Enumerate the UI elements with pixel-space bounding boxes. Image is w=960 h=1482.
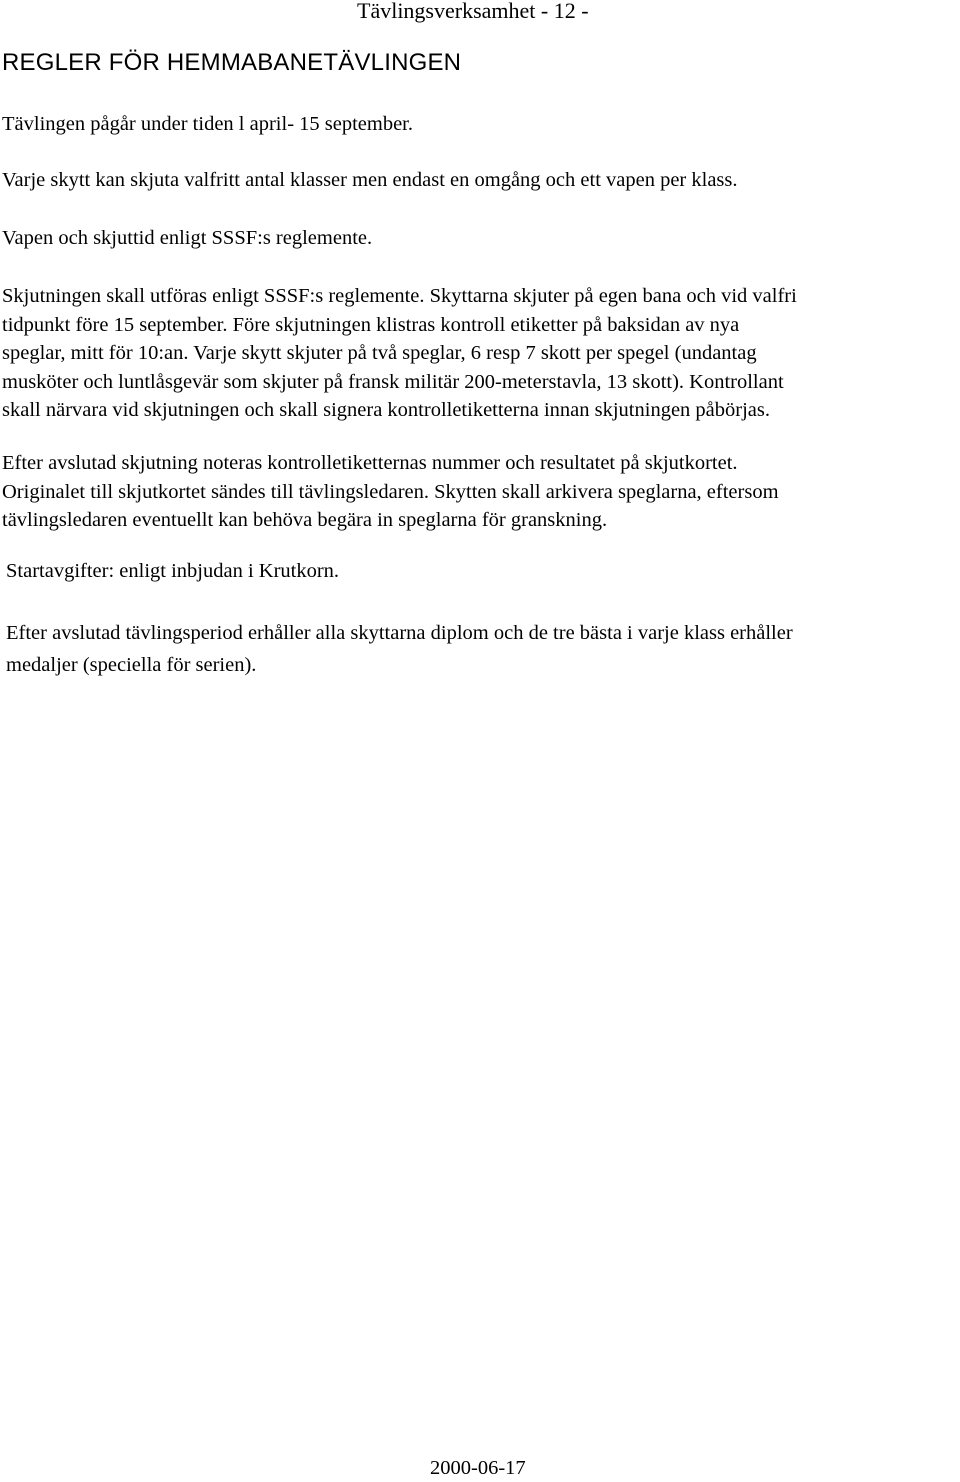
paragraph-execution [2, 282, 960, 425]
results-line: tävlingsledaren eventuellt kan behöva begära in speglarna för granskning. [2, 509, 608, 531]
document-title: REGLER FÖR HEMMABANETÄVLINGEN [2, 49, 462, 76]
execution-line: speglar, mitt för 10:an. Varje skytt skjuter på två speglar, 6 resp 7 skott per spegel (undantag [2, 342, 757, 364]
prizes-line: Efter avslutad tävlingsperiod erhåller alla skyttarna diplom och de tre bästa i varje klass erhåller [6, 622, 793, 644]
results-line: Efter avslutad skjutning noteras kontrolletiketternas nummer och resultatet på skjutkortet. [2, 452, 738, 474]
paragraph-results [2, 449, 960, 535]
paragraph-fees: Startavgifter: enligt inbjudan i Krutkorn. [6, 560, 340, 582]
paragraph-weapons: Vapen och skjuttid enligt SSSF:s reglemente. [2, 227, 373, 249]
prizes-line: medaljer (speciella för serien). [6, 654, 257, 676]
paragraph-prizes [6, 617, 960, 681]
paragraph-classes: Varje skytt kan skjuta valfritt antal klasser men endast en omgång och ett vapen per klass. [2, 169, 738, 191]
section-header: Tävlingsverksamhet - 12 - [357, 0, 589, 23]
execution-line: musköter och luntlåsgevär som skjuter på fransk militär 200-meterstavla, 13 skott). Kontrollant [2, 370, 784, 393]
execution-line: skall närvara vid skjutningen och skall signera kontrolletiketterna innan skjutningen påbörjas. [2, 399, 770, 421]
footer-date: 2000-06-17 [430, 1457, 526, 1479]
paragraph-period: Tävlingen pågår under tiden l april- 15 september. [2, 113, 414, 135]
execution-line: tidpunkt före 15 september. Före skjutningen klistras kontroll etiketter på baksidan av nya [2, 313, 740, 336]
results-line: Originalet till skjutkortet sändes till tävlingsledaren. Skytten skall arkivera speglarna, eftersom [2, 480, 779, 503]
execution-line: Skjutningen skall utföras enligt SSSF:s reglemente. Skyttarna skjuter på egen bana och vid valfri [2, 285, 797, 307]
